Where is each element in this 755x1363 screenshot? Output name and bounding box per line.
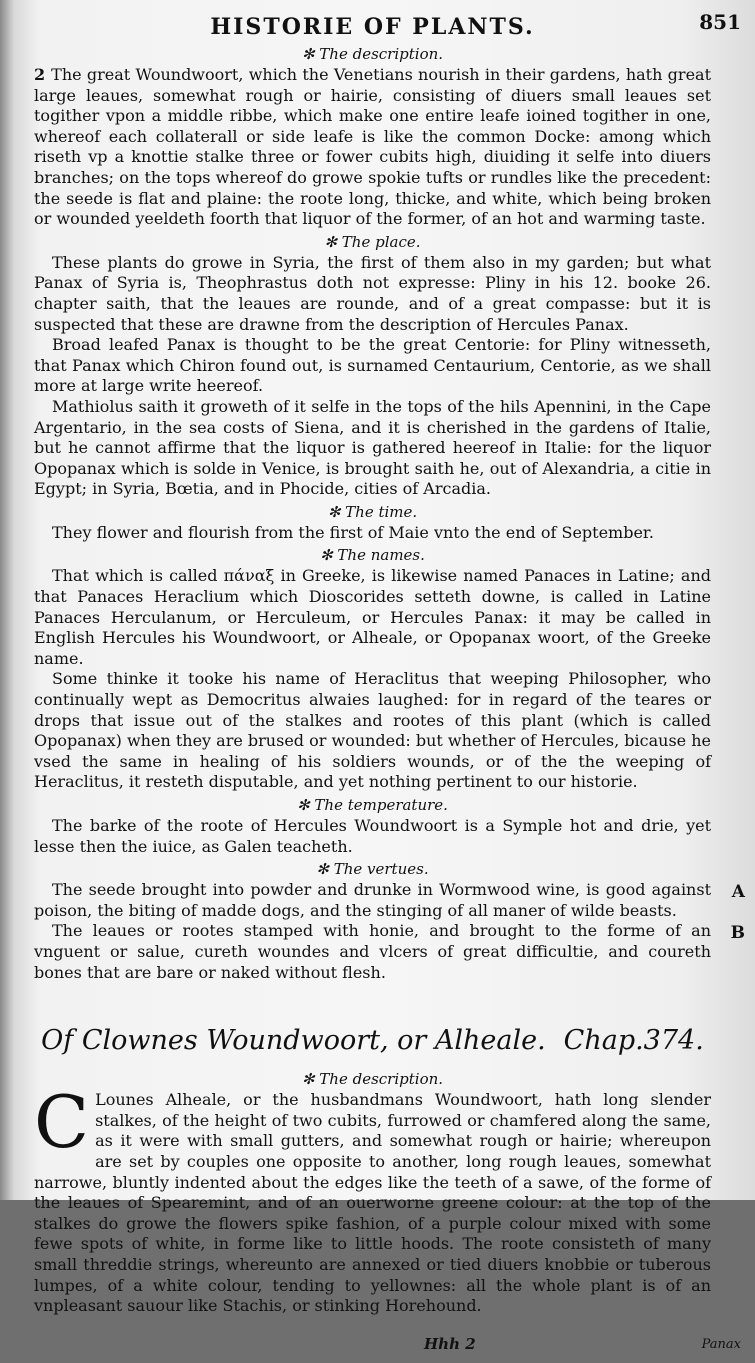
chapter-heading bbox=[34, 1025, 711, 1056]
paragraph: The leaues or rootes stamped with honie, and brought to the forme of an vnguent or salue, cureth woundes and vlcers of great difficultie, and coureth bones that are bare or naked without flesh. bbox=[34, 921, 711, 982]
drop-cap: C bbox=[34, 1080, 90, 1165]
section-heading-place: ✻ The place. bbox=[324, 232, 421, 251]
paragraph: Broad leafed Panax is thought to be the great Centorie: for Pliny witnesseth, that Panax which Chiron found out, is surnamed Centaurium, Centorie, as we shall more at large write heereof. bbox=[34, 335, 711, 396]
paragraph-number: 2 bbox=[34, 65, 46, 84]
margin-mark-a: A bbox=[731, 882, 745, 903]
running-head bbox=[34, 0, 741, 42]
paragraph: The barke of the roote of Hercules Woundwoort is a Symple hot and drie, yet lesse then the iuice, as Galen teacheth. bbox=[34, 816, 711, 856]
paragraph: Some thinke it tooke his name of Heraclitus that weeping Philosopher, who continually wept as Democritus alwaies laughed: for in regard of the teares or drops that issue out of the stalkes and rootes of this plant (which is called Opopanax) when they are brused or wounded: but whether of Hercules, bicause he vsed the same in healing of his soldiers wounds, or of the the weeping of Heraclitus, it resteth disputable, and yet nothing pertinent to our historie. bbox=[34, 669, 711, 792]
chapter-number: Chap.374. bbox=[563, 1025, 704, 1057]
paragraph: These plants do growe in Syria, the first of them also in my garden; but what Panax of Syria is, Theophrastus doth not expresse: Pliny in his 12. booke 26. chapter saith, that the leaues are rounde, and of a great compasse: but it is suspected that these are drawne from the description of Hercules Panax. bbox=[34, 252, 711, 334]
paragraph: They flower and flourish from the first of Maie vnto the end of September. bbox=[52, 522, 654, 542]
section-heading-description-2: ✻ The description. bbox=[301, 1070, 444, 1089]
paragraph bbox=[34, 1080, 711, 1317]
vertue-b bbox=[34, 921, 745, 983]
page-title: HISTORIE OF PLANTS. bbox=[210, 14, 535, 40]
chapter-title: Of Clownes Woundwoort, or Alheale. bbox=[41, 1025, 546, 1057]
paragraph: That which is called πάναξ in Greeke, is likewise named Panaces in Latine; and that Panaces Heraclium which Dioscorides setteth downe, is called in Latine Panaces Herculanum, or Herculeum, or Hercules Panax: it may be called in English Hercules his Woundwoort, or Alheale, or Opopanax woort, of the Greeke name. bbox=[34, 566, 711, 668]
section-heading-names: ✻ The names. bbox=[320, 546, 425, 565]
catchword: Panax bbox=[701, 1336, 741, 1352]
signature-mark: Hhh 2 bbox=[424, 1334, 476, 1353]
section-heading-temperature: ✻ The temperature. bbox=[297, 796, 448, 814]
paragraph-text: The great Woundwoort, which the Venetians nourish in their gardens, hath great large leaues, somewhat rough or hairie, consisting of diuers small leaues set togither vpon a middle ribbe, which make one entire leafe ioined togither in one, whereof each collaterall or side leafe is like the common Docke: among which riseth vp a knottie stalke three or fower cubits high, diuiding it selfe into diuers branches; on the tops whereof do growe spokie tufts or rundles like the precedent: the seede is flat and plaine: the roote long, thicke, and white, which being broken or wounded yeeldeth foorth that liquor of the former, of an hot and warming taste. bbox=[34, 65, 711, 229]
section-heading-description: ✻ The description. bbox=[301, 45, 444, 63]
section-heading-time: ✻ The time. bbox=[327, 502, 418, 521]
vertue-a bbox=[34, 880, 745, 921]
section-heading-vertues: ✻ The vertues. bbox=[316, 860, 429, 879]
paragraph: Mathiolus saith it groweth of it selfe in the tops of the hils Apennini, in the Cape Argentario, in the sea costs of Siena, and it is cherished in the gardens of Italie, but he cannot affirme that the liquor is gathered heereof in Italie: for the liquor Opopanax which is solde in Venice, is brought saith he, out of Alexandria, a citie in Egypt; in Syria, Bœtia, and in Phocide, cities of Arcadia. bbox=[34, 396, 711, 499]
paragraph-text: Lounes Alheale, or the husbandmans Woundwoort, hath long slender stalkes, of the height of two cubits, furrowed or chamfered along the same, as it were with small gutters, and somewhat rough or hairie; whereupon are set by couples one opposite to another, long rough leaues, somewhat narrowe, bluntly indented about the edges like the teeth of a sawe, of the forme of the leaues of Spearemint, and of an ouerworne greene colour: at the top of the stalkes do growe the flowers spike fashion, of a purple colour mixed with some fewe spots of white, in forme like to little hoods. The roote consisteth of many small threddie strings, whereunto are annexed or tied diuers knobbie or tuberous lumpes, of a white colour, tending to yellownes: all the whole plant is of an vnpleasant sauour like Stachis, or stinking Horehound. bbox=[34, 1090, 711, 1316]
paragraph: The seede brought into powder and drunke in Wormwood wine, is good against poison, the biting of madde dogs, and the stinging of all maner of wilde beasts. bbox=[34, 880, 711, 920]
page-footer bbox=[34, 1323, 741, 1363]
margin-mark-b: B bbox=[730, 923, 745, 944]
page-number: 851 bbox=[699, 10, 741, 34]
paragraph bbox=[34, 65, 711, 230]
